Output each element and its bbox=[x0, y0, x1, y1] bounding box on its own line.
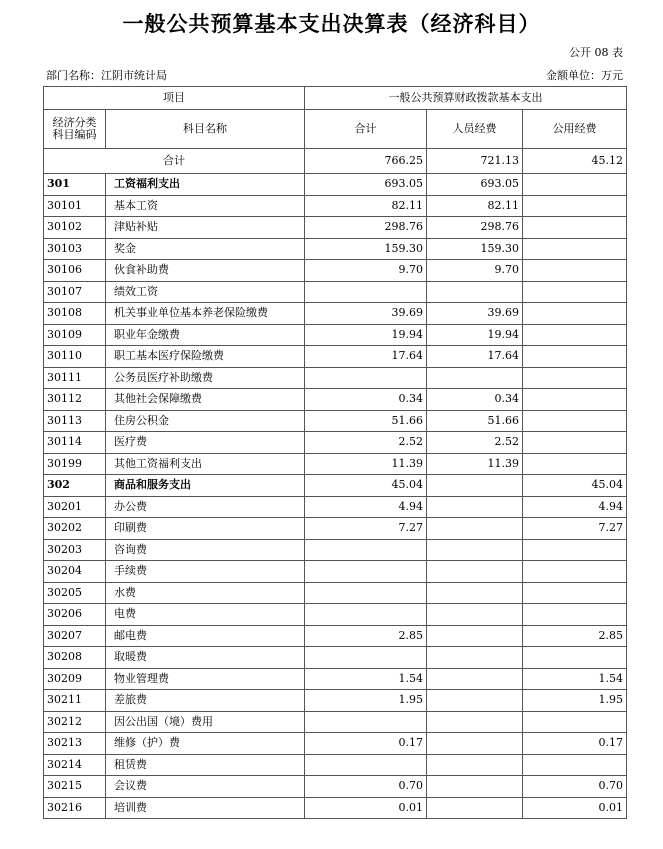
row-name: 伙食补助费 bbox=[106, 260, 305, 282]
row-public: 7.27 bbox=[523, 518, 627, 540]
row-code: 30203 bbox=[44, 539, 106, 561]
row-total: 39.69 bbox=[305, 303, 427, 325]
row-total: 9.70 bbox=[305, 260, 427, 282]
row-code: 30209 bbox=[44, 668, 106, 690]
row-total: 7.27 bbox=[305, 518, 427, 540]
row-code: 30109 bbox=[44, 324, 106, 346]
row-total: 4.94 bbox=[305, 496, 427, 518]
row-name: 奖金 bbox=[106, 238, 305, 260]
row-code: 30110 bbox=[44, 346, 106, 368]
table-row bbox=[44, 238, 627, 260]
form-number: 公开 08 表 bbox=[569, 46, 623, 59]
row-public: 0.70 bbox=[523, 776, 627, 798]
row-total: 1.54 bbox=[305, 668, 427, 690]
row-public bbox=[523, 754, 627, 776]
row-total: 298.76 bbox=[305, 217, 427, 239]
table-row bbox=[44, 260, 627, 282]
row-personnel: 11.39 bbox=[427, 453, 523, 475]
row-personnel: 19.94 bbox=[427, 324, 523, 346]
row-name: 因公出国（境）费用 bbox=[106, 711, 305, 733]
header-public: 公用经费 bbox=[523, 110, 627, 149]
row-public: 1.54 bbox=[523, 668, 627, 690]
row-public bbox=[523, 711, 627, 733]
row-code: 30202 bbox=[44, 518, 106, 540]
table-row bbox=[44, 539, 627, 561]
row-personnel bbox=[427, 733, 523, 755]
row-name: 办公费 bbox=[106, 496, 305, 518]
row-personnel bbox=[427, 539, 523, 561]
row-name: 职工基本医疗保险缴费 bbox=[106, 346, 305, 368]
row-public bbox=[523, 410, 627, 432]
row-total bbox=[305, 281, 427, 303]
row-personnel: 298.76 bbox=[427, 217, 523, 239]
total-public: 45.12 bbox=[523, 149, 627, 174]
row-public: 1.95 bbox=[523, 690, 627, 712]
row-code: 30205 bbox=[44, 582, 106, 604]
table-row bbox=[44, 367, 627, 389]
table-row bbox=[44, 582, 627, 604]
row-personnel bbox=[427, 367, 523, 389]
row-total: 1.95 bbox=[305, 690, 427, 712]
row-name: 商品和服务支出 bbox=[106, 475, 305, 497]
row-personnel bbox=[427, 754, 523, 776]
row-total bbox=[305, 561, 427, 583]
row-public bbox=[523, 281, 627, 303]
row-name: 培训费 bbox=[106, 797, 305, 819]
header-code-line2: 科目编码 bbox=[52, 128, 97, 141]
row-public bbox=[523, 561, 627, 583]
row-code: 30107 bbox=[44, 281, 106, 303]
row-personnel bbox=[427, 604, 523, 626]
table-row bbox=[44, 733, 627, 755]
total-row bbox=[44, 149, 627, 174]
row-public: 0.01 bbox=[523, 797, 627, 819]
row-name: 印刷费 bbox=[106, 518, 305, 540]
table-row bbox=[44, 496, 627, 518]
table-row bbox=[44, 797, 627, 819]
row-public: 2.85 bbox=[523, 625, 627, 647]
row-code: 30214 bbox=[44, 754, 106, 776]
row-code: 30103 bbox=[44, 238, 106, 260]
row-personnel bbox=[427, 647, 523, 669]
header-code bbox=[44, 110, 106, 149]
table-row bbox=[44, 389, 627, 411]
row-code: 30112 bbox=[44, 389, 106, 411]
row-name: 绩效工资 bbox=[106, 281, 305, 303]
row-code: 30101 bbox=[44, 195, 106, 217]
row-personnel bbox=[427, 668, 523, 690]
row-name: 其他工资福利支出 bbox=[106, 453, 305, 475]
row-total bbox=[305, 539, 427, 561]
row-name: 邮电费 bbox=[106, 625, 305, 647]
table-row bbox=[44, 346, 627, 368]
row-code: 30204 bbox=[44, 561, 106, 583]
row-public bbox=[523, 582, 627, 604]
row-public bbox=[523, 260, 627, 282]
row-name: 公务员医疗补助缴费 bbox=[106, 367, 305, 389]
row-code: 30216 bbox=[44, 797, 106, 819]
table-row bbox=[44, 561, 627, 583]
row-personnel bbox=[427, 496, 523, 518]
row-public bbox=[523, 539, 627, 561]
row-total: 11.39 bbox=[305, 453, 427, 475]
table-row bbox=[44, 647, 627, 669]
row-personnel bbox=[427, 475, 523, 497]
table-row bbox=[44, 217, 627, 239]
row-total: 17.64 bbox=[305, 346, 427, 368]
row-personnel bbox=[427, 690, 523, 712]
row-total: 19.94 bbox=[305, 324, 427, 346]
table-row bbox=[44, 711, 627, 733]
row-code: 30102 bbox=[44, 217, 106, 239]
row-personnel bbox=[427, 625, 523, 647]
table-row bbox=[44, 453, 627, 475]
row-personnel: 51.66 bbox=[427, 410, 523, 432]
row-name: 医疗费 bbox=[106, 432, 305, 454]
row-total: 693.05 bbox=[305, 174, 427, 196]
row-public bbox=[523, 389, 627, 411]
row-public bbox=[523, 647, 627, 669]
row-public bbox=[523, 303, 627, 325]
row-code: 30207 bbox=[44, 625, 106, 647]
header-row-2 bbox=[44, 110, 627, 149]
row-total: 159.30 bbox=[305, 238, 427, 260]
row-code: 30201 bbox=[44, 496, 106, 518]
row-personnel bbox=[427, 711, 523, 733]
row-name: 机关事业单位基本养老保险缴费 bbox=[106, 303, 305, 325]
row-public bbox=[523, 453, 627, 475]
row-name: 差旅费 bbox=[106, 690, 305, 712]
table-row bbox=[44, 690, 627, 712]
row-total bbox=[305, 754, 427, 776]
row-code: 30211 bbox=[44, 690, 106, 712]
row-personnel: 39.69 bbox=[427, 303, 523, 325]
row-total: 0.34 bbox=[305, 389, 427, 411]
row-personnel: 82.11 bbox=[427, 195, 523, 217]
row-personnel bbox=[427, 561, 523, 583]
row-name: 电费 bbox=[106, 604, 305, 626]
row-public: 0.17 bbox=[523, 733, 627, 755]
row-total bbox=[305, 367, 427, 389]
table-row bbox=[44, 410, 627, 432]
row-public: 45.04 bbox=[523, 475, 627, 497]
row-name: 津贴补贴 bbox=[106, 217, 305, 239]
table-row bbox=[44, 432, 627, 454]
row-personnel bbox=[427, 582, 523, 604]
row-personnel bbox=[427, 518, 523, 540]
row-code: 30106 bbox=[44, 260, 106, 282]
header-total: 合计 bbox=[305, 110, 427, 149]
row-public bbox=[523, 238, 627, 260]
row-total bbox=[305, 711, 427, 733]
row-name: 基本工资 bbox=[106, 195, 305, 217]
row-code: 30114 bbox=[44, 432, 106, 454]
row-personnel: 17.64 bbox=[427, 346, 523, 368]
table-row bbox=[44, 324, 627, 346]
total-label: 合计 bbox=[44, 149, 305, 174]
row-name: 物业管理费 bbox=[106, 668, 305, 690]
row-name: 取暖费 bbox=[106, 647, 305, 669]
row-public bbox=[523, 174, 627, 196]
table-row bbox=[44, 518, 627, 540]
header-personnel: 人员经费 bbox=[427, 110, 523, 149]
row-personnel: 0.34 bbox=[427, 389, 523, 411]
row-total: 2.85 bbox=[305, 625, 427, 647]
row-code: 30208 bbox=[44, 647, 106, 669]
header-item: 项目 bbox=[44, 87, 305, 110]
row-code: 30113 bbox=[44, 410, 106, 432]
table-row bbox=[44, 475, 627, 497]
department-name: 部门名称：江阴市统计局 bbox=[46, 69, 167, 82]
table-row bbox=[44, 625, 627, 647]
row-code: 30213 bbox=[44, 733, 106, 755]
row-total: 45.04 bbox=[305, 475, 427, 497]
row-total bbox=[305, 582, 427, 604]
table-row bbox=[44, 668, 627, 690]
table-row bbox=[44, 174, 627, 196]
row-code: 30215 bbox=[44, 776, 106, 798]
row-personnel bbox=[427, 797, 523, 819]
row-name: 工资福利支出 bbox=[106, 174, 305, 196]
row-code: 30212 bbox=[44, 711, 106, 733]
row-public bbox=[523, 367, 627, 389]
row-code: 301 bbox=[44, 174, 106, 196]
amount-unit: 金额单位：万元 bbox=[546, 69, 623, 82]
table-row bbox=[44, 281, 627, 303]
row-total: 0.01 bbox=[305, 797, 427, 819]
row-total bbox=[305, 604, 427, 626]
table-row bbox=[44, 604, 627, 626]
total-personnel: 721.13 bbox=[427, 149, 523, 174]
row-name: 维修（护）费 bbox=[106, 733, 305, 755]
row-public bbox=[523, 195, 627, 217]
row-personnel: 9.70 bbox=[427, 260, 523, 282]
row-code: 30108 bbox=[44, 303, 106, 325]
header-group: 一般公共预算财政拨款基本支出 bbox=[305, 87, 627, 110]
header-name: 科目名称 bbox=[106, 110, 305, 149]
row-public bbox=[523, 432, 627, 454]
row-total: 0.17 bbox=[305, 733, 427, 755]
row-code: 30111 bbox=[44, 367, 106, 389]
row-total bbox=[305, 647, 427, 669]
page-title: 一般公共预算基本支出决算表（经济科目） bbox=[122, 11, 541, 36]
row-name: 其他社会保障缴费 bbox=[106, 389, 305, 411]
row-public bbox=[523, 346, 627, 368]
row-name: 会议费 bbox=[106, 776, 305, 798]
row-public: 4.94 bbox=[523, 496, 627, 518]
row-name: 咨询费 bbox=[106, 539, 305, 561]
row-name: 职业年金缴费 bbox=[106, 324, 305, 346]
row-code: 30199 bbox=[44, 453, 106, 475]
expenditure-table bbox=[43, 86, 627, 819]
row-name: 水费 bbox=[106, 582, 305, 604]
row-code: 302 bbox=[44, 475, 106, 497]
row-name: 手续费 bbox=[106, 561, 305, 583]
row-personnel: 2.52 bbox=[427, 432, 523, 454]
table-row bbox=[44, 195, 627, 217]
row-total: 2.52 bbox=[305, 432, 427, 454]
row-total: 0.70 bbox=[305, 776, 427, 798]
table-row bbox=[44, 303, 627, 325]
header-row-1 bbox=[44, 87, 627, 110]
row-personnel: 159.30 bbox=[427, 238, 523, 260]
total-amount: 766.25 bbox=[305, 149, 427, 174]
row-public bbox=[523, 324, 627, 346]
row-personnel bbox=[427, 776, 523, 798]
row-public bbox=[523, 217, 627, 239]
header-code-line1: 经济分类 bbox=[52, 116, 97, 129]
row-name: 住房公积金 bbox=[106, 410, 305, 432]
row-code: 30206 bbox=[44, 604, 106, 626]
table-row bbox=[44, 776, 627, 798]
row-personnel: 693.05 bbox=[427, 174, 523, 196]
row-total: 82.11 bbox=[305, 195, 427, 217]
row-name: 租赁费 bbox=[106, 754, 305, 776]
row-personnel bbox=[427, 281, 523, 303]
row-public bbox=[523, 604, 627, 626]
table-row bbox=[44, 754, 627, 776]
row-total: 51.66 bbox=[305, 410, 427, 432]
